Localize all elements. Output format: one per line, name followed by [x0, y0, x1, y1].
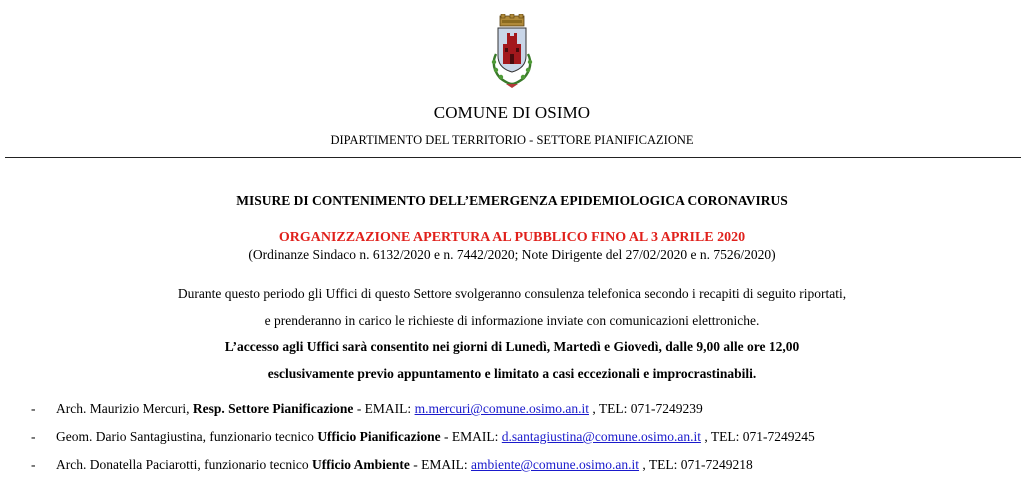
email-label: - EMAIL:	[440, 429, 502, 444]
contact-item	[0, 457, 1024, 475]
contact-text	[56, 401, 703, 417]
access-hours-paragraph: L’accesso agli Uffici sarà consentito nei giorni di Lunedì, Martedì e Giovedì, dalle 9,00 alle ore 12,00	[224, 339, 800, 354]
contact-name: Geom. Dario Santagiustina, funzionario tecnico	[56, 429, 318, 444]
coat-of-arms-icon	[486, 14, 538, 90]
contact-text	[56, 457, 753, 473]
notice-red-title: ORGANIZZAZIONE APERTURA AL PUBBLICO FINO AL 3 APRILE 2020	[278, 230, 746, 245]
contact-role: Ufficio Ambiente	[312, 457, 410, 472]
contact-role: Ufficio Pianificazione	[317, 429, 441, 444]
contact-item	[0, 429, 1024, 447]
tel-label: , TEL: 071-7249239	[588, 401, 703, 416]
department-subtitle: DIPARTIMENTO DEL TERRITORIO - SETTORE PIANIFICAZIONE	[330, 133, 694, 147]
contact-role: Resp. Settore Pianificazione	[192, 401, 354, 416]
ordinance-references: (Ordinanze Sindaco n. 6132/2020 e n. 7442/2020; Note Dirigente del 27/02/2020 e n. 7526/2020)	[248, 247, 776, 262]
email-link[interactable]: d.santagiustina@comune.osimo.an.it	[501, 429, 701, 444]
list-bullet: -	[31, 429, 36, 444]
municipality-title: COMUNE DI OSIMO	[433, 103, 591, 122]
notice-main-title: MISURE DI CONTENIMENTO DELL’EMERGENZA EPIDEMIOLOGICA CORONAVIRUS	[236, 193, 788, 208]
list-bullet: -	[31, 401, 36, 416]
email-link[interactable]: ambiente@comune.osimo.an.it	[471, 457, 640, 472]
info-paragraph-1: Durante questo periodo gli Uffici di questo Settore svolgeranno consulenza telefonica secondo i recapiti di seguito riportati,	[177, 286, 847, 301]
email-link[interactable]: m.mercuri@comune.osimo.an.it	[414, 401, 589, 416]
info-paragraph-2: e prenderanno in carico le richieste di informazione inviate con comunicazioni elettroniche.	[264, 313, 760, 328]
email-label: - EMAIL:	[409, 457, 472, 472]
email-label: - EMAIL:	[353, 401, 415, 416]
contact-name: Arch. Donatella Paciarotti, funzionario tecnico	[56, 457, 313, 472]
header-divider	[5, 157, 1021, 158]
tel-label: , TEL: 071-7249245	[700, 429, 815, 444]
list-bullet: -	[31, 457, 36, 472]
appointment-paragraph: esclusivamente previo appuntamento e limitato a casi eccezionali e improcrastinabili.	[267, 366, 757, 381]
contact-item	[0, 401, 1024, 419]
contact-name: Arch. Maurizio Mercuri,	[56, 401, 193, 416]
contact-text	[56, 429, 815, 445]
tel-label: , TEL: 071-7249218	[639, 457, 753, 472]
